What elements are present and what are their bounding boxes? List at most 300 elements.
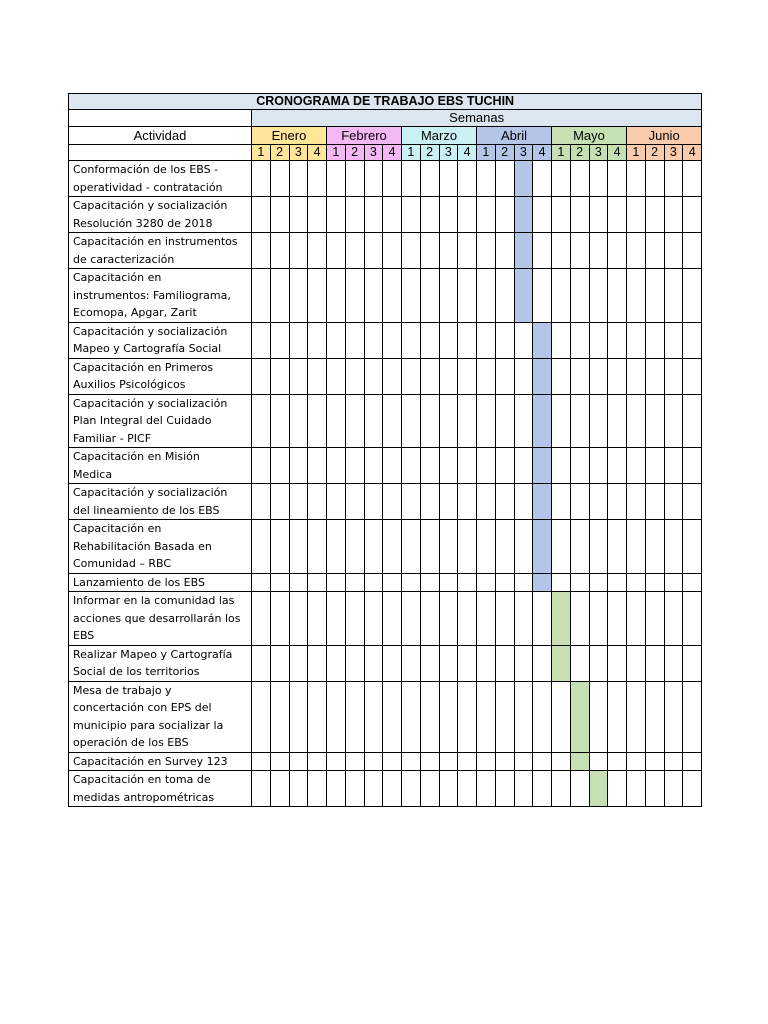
schedule-cell: [589, 520, 608, 574]
schedule-cell: [327, 197, 346, 233]
schedule-cell: [589, 752, 608, 771]
schedule-cell: [364, 520, 383, 574]
schedule-cell: [252, 484, 271, 520]
schedule-cell: [683, 752, 702, 771]
activity-row: [69, 448, 702, 484]
schedule-cell: [608, 645, 627, 681]
schedule-cell: [570, 394, 589, 448]
schedule-cell: [589, 681, 608, 752]
blank-cell: [69, 145, 252, 161]
schedule-cell: [402, 520, 421, 574]
week-number: 2: [645, 145, 664, 161]
schedule-cell: [252, 358, 271, 394]
weeks-header: Semanas: [252, 110, 702, 127]
schedule-cell: [458, 269, 477, 323]
schedule-cell: [308, 573, 327, 592]
activity-label: Capacitación en instrumentos de caracterización: [69, 233, 252, 269]
schedule-cell: [252, 269, 271, 323]
schedule-cell: [458, 752, 477, 771]
schedule-sheet: [68, 93, 702, 807]
schedule-cell: [402, 573, 421, 592]
schedule-cell: [645, 233, 664, 269]
schedule-cell: [458, 484, 477, 520]
schedule-cell: [345, 358, 364, 394]
activity-label: Conformación de los EBS - operatividad - contratación: [69, 161, 252, 197]
schedule-cell: [608, 448, 627, 484]
schedule-cell: [645, 484, 664, 520]
schedule-cell: [439, 520, 458, 574]
schedule-cell: [383, 752, 402, 771]
schedule-cell: [383, 448, 402, 484]
schedule-cell: [664, 197, 683, 233]
schedule-cell: [645, 681, 664, 752]
schedule-cell: [683, 322, 702, 358]
schedule-cell: [477, 358, 496, 394]
schedule-cell: [402, 197, 421, 233]
schedule-cell: [645, 592, 664, 646]
schedule-cell: [683, 197, 702, 233]
schedule-cell: [552, 681, 571, 752]
activity-row: [69, 771, 702, 807]
schedule-cell: [552, 771, 571, 807]
schedule-cell: [645, 520, 664, 574]
schedule-cell: [270, 358, 289, 394]
schedule-cell: [608, 752, 627, 771]
schedule-cell: [664, 520, 683, 574]
schedule-cell: [477, 269, 496, 323]
schedule-cell: [270, 592, 289, 646]
schedule-cell: [383, 233, 402, 269]
activity-row: [69, 645, 702, 681]
schedule-cell: [627, 448, 646, 484]
schedule-cell: [514, 322, 533, 358]
activity-label: Lanzamiento de los EBS: [69, 573, 252, 592]
week-number: 3: [439, 145, 458, 161]
activity-label: Capacitación y socialización Mapeo y Cartografía Social: [69, 322, 252, 358]
schedule-cell: [439, 394, 458, 448]
schedule-cell: [364, 484, 383, 520]
schedule-cell: [477, 771, 496, 807]
schedule-cell: [420, 269, 439, 323]
schedule-cell: [645, 645, 664, 681]
schedule-cell: [627, 645, 646, 681]
month-junio: Junio: [627, 127, 702, 145]
schedule-cell: [570, 448, 589, 484]
schedule-cell: [364, 161, 383, 197]
schedule-cell: [570, 197, 589, 233]
activity-row: [69, 269, 702, 323]
schedule-cell: [308, 233, 327, 269]
schedule-cell: [345, 771, 364, 807]
schedule-cell: [327, 592, 346, 646]
schedule-cell: [627, 322, 646, 358]
schedule-cell: [477, 197, 496, 233]
schedule-bar-cell: [514, 161, 533, 197]
schedule-cell: [458, 161, 477, 197]
schedule-cell: [439, 645, 458, 681]
schedule-cell: [664, 394, 683, 448]
schedule-cell: [364, 448, 383, 484]
schedule-cell: [327, 771, 346, 807]
schedule-cell: [308, 161, 327, 197]
schedule-cell: [683, 645, 702, 681]
schedule-cell: [364, 322, 383, 358]
week-number: 3: [289, 145, 308, 161]
schedule-cell: [420, 233, 439, 269]
schedule-cell: [383, 592, 402, 646]
schedule-cell: [645, 448, 664, 484]
schedule-cell: [683, 771, 702, 807]
schedule-cell: [458, 233, 477, 269]
schedule-cell: [289, 322, 308, 358]
schedule-cell: [552, 448, 571, 484]
week-number: 3: [514, 145, 533, 161]
schedule-cell: [608, 484, 627, 520]
schedule-cell: [420, 394, 439, 448]
activity-label: Capacitación y socialización del lineamiento de los EBS: [69, 484, 252, 520]
schedule-cell: [570, 161, 589, 197]
schedule-cell: [477, 161, 496, 197]
schedule-cell: [252, 592, 271, 646]
week-number: 4: [533, 145, 552, 161]
schedule-cell: [308, 269, 327, 323]
schedule-cell: [308, 322, 327, 358]
activity-row: [69, 681, 702, 752]
schedule-cell: [552, 161, 571, 197]
activity-row: [69, 233, 702, 269]
schedule-cell: [533, 752, 552, 771]
activity-row: [69, 358, 702, 394]
schedule-cell: [439, 197, 458, 233]
schedule-cell: [570, 322, 589, 358]
schedule-bar-cell: [533, 484, 552, 520]
schedule-cell: [327, 448, 346, 484]
schedule-cell: [308, 645, 327, 681]
schedule-cell: [364, 645, 383, 681]
schedule-cell: [308, 394, 327, 448]
schedule-cell: [345, 573, 364, 592]
schedule-cell: [570, 592, 589, 646]
schedule-cell: [589, 645, 608, 681]
schedule-cell: [495, 322, 514, 358]
week-number: 2: [420, 145, 439, 161]
activity-row: [69, 520, 702, 574]
schedule-cell: [402, 448, 421, 484]
schedule-cell: [364, 394, 383, 448]
schedule-cell: [645, 573, 664, 592]
schedule-cell: [608, 269, 627, 323]
schedule-cell: [327, 645, 346, 681]
schedule-cell: [270, 269, 289, 323]
schedule-cell: [589, 233, 608, 269]
schedule-cell: [533, 771, 552, 807]
activity-label: Capacitación en instrumentos: Familiograma, Ecomopa, Apgar, Zarit: [69, 269, 252, 323]
schedule-cell: [420, 322, 439, 358]
schedule-cell: [477, 322, 496, 358]
activity-row: [69, 197, 702, 233]
schedule-cell: [308, 752, 327, 771]
schedule-cell: [439, 592, 458, 646]
schedule-cell: [627, 269, 646, 323]
schedule-cell: [327, 233, 346, 269]
schedule-cell: [683, 269, 702, 323]
schedule-cell: [364, 752, 383, 771]
activity-row: [69, 322, 702, 358]
schedule-cell: [270, 771, 289, 807]
schedule-cell: [495, 645, 514, 681]
schedule-cell: [402, 645, 421, 681]
activity-row: [69, 592, 702, 646]
schedule-cell: [252, 161, 271, 197]
schedule-cell: [327, 573, 346, 592]
schedule-cell: [458, 645, 477, 681]
schedule-cell: [477, 520, 496, 574]
schedule-cell: [458, 394, 477, 448]
week-number: 3: [364, 145, 383, 161]
schedule-cell: [533, 197, 552, 233]
schedule-bar-cell: [570, 752, 589, 771]
schedule-cell: [608, 771, 627, 807]
activity-row: [69, 394, 702, 448]
schedule-cell: [608, 573, 627, 592]
week-number: 2: [345, 145, 364, 161]
schedule-cell: [627, 161, 646, 197]
schedule-cell: [495, 394, 514, 448]
schedule-cell: [402, 322, 421, 358]
schedule-cell: [439, 752, 458, 771]
schedule-cell: [420, 448, 439, 484]
schedule-cell: [327, 484, 346, 520]
schedule-bar-cell: [570, 681, 589, 752]
schedule-cell: [514, 573, 533, 592]
schedule-cell: [477, 645, 496, 681]
week-number: 1: [327, 145, 346, 161]
schedule-cell: [533, 161, 552, 197]
schedule-bar-cell: [533, 322, 552, 358]
schedule-cell: [664, 771, 683, 807]
schedule-cell: [533, 681, 552, 752]
schedule-cell: [514, 752, 533, 771]
schedule-cell: [420, 161, 439, 197]
schedule-cell: [664, 358, 683, 394]
activity-label: Capacitación y socialización Plan Integral del Cuidado Familiar - PICF: [69, 394, 252, 448]
schedule-cell: [252, 752, 271, 771]
schedule-cell: [308, 771, 327, 807]
schedule-cell: [495, 233, 514, 269]
schedule-cell: [645, 197, 664, 233]
month-marzo: Marzo: [402, 127, 477, 145]
schedule-cell: [327, 269, 346, 323]
schedule-cell: [345, 520, 364, 574]
schedule-cell: [270, 484, 289, 520]
schedule-cell: [608, 233, 627, 269]
schedule-cell: [664, 573, 683, 592]
schedule-cell: [289, 645, 308, 681]
schedule-cell: [420, 573, 439, 592]
schedule-cell: [439, 233, 458, 269]
week-number: 3: [664, 145, 683, 161]
month-header-row: [69, 127, 702, 145]
schedule-cell: [514, 394, 533, 448]
schedule-cell: [608, 358, 627, 394]
schedule-cell: [289, 484, 308, 520]
schedule-cell: [289, 681, 308, 752]
schedule-cell: [289, 592, 308, 646]
schedule-cell: [383, 269, 402, 323]
schedule-cell: [552, 520, 571, 574]
schedule-cell: [552, 269, 571, 323]
schedule-cell: [345, 233, 364, 269]
schedule-cell: [477, 394, 496, 448]
activity-header: Actividad: [69, 127, 252, 145]
week-number: 4: [608, 145, 627, 161]
schedule-cell: [289, 752, 308, 771]
schedule-cell: [495, 484, 514, 520]
schedule-cell: [327, 752, 346, 771]
schedule-cell: [402, 161, 421, 197]
schedule-cell: [477, 448, 496, 484]
schedule-cell: [608, 681, 627, 752]
activity-label: Informar en la comunidad las acciones que desarrollarán los EBS: [69, 592, 252, 646]
schedule-cell: [589, 322, 608, 358]
schedule-cell: [552, 752, 571, 771]
schedule-cell: [383, 161, 402, 197]
schedule-cell: [402, 681, 421, 752]
schedule-cell: [420, 484, 439, 520]
schedule-cell: [608, 322, 627, 358]
schedule-cell: [645, 161, 664, 197]
schedule-cell: [627, 771, 646, 807]
schedule-cell: [289, 573, 308, 592]
schedule-cell: [477, 752, 496, 771]
schedule-cell: [308, 520, 327, 574]
schedule-cell: [252, 233, 271, 269]
schedule-cell: [308, 592, 327, 646]
schedule-cell: [495, 448, 514, 484]
schedule-cell: [683, 233, 702, 269]
schedule-cell: [458, 197, 477, 233]
schedule-cell: [289, 394, 308, 448]
schedule-cell: [477, 573, 496, 592]
week-number: 4: [458, 145, 477, 161]
schedule-cell: [308, 197, 327, 233]
schedule-cell: [589, 358, 608, 394]
activity-label: Capacitación en Primeros Auxilios Psicológicos: [69, 358, 252, 394]
schedule-cell: [345, 752, 364, 771]
schedule-cell: [533, 645, 552, 681]
month-mayo: Mayo: [552, 127, 627, 145]
schedule-cell: [477, 592, 496, 646]
schedule-cell: [252, 520, 271, 574]
schedule-bar-cell: [533, 448, 552, 484]
schedule-cell: [645, 269, 664, 323]
schedule-cell: [420, 358, 439, 394]
activity-row: [69, 752, 702, 771]
week-number: 1: [252, 145, 271, 161]
schedule-cell: [533, 592, 552, 646]
week-number: 2: [570, 145, 589, 161]
schedule-cell: [289, 448, 308, 484]
schedule-cell: [514, 484, 533, 520]
schedule-cell: [270, 752, 289, 771]
schedule-cell: [495, 592, 514, 646]
schedule-cell: [627, 681, 646, 752]
schedule-cell: [664, 645, 683, 681]
schedule-cell: [458, 448, 477, 484]
schedule-cell: [439, 269, 458, 323]
schedule-cell: [439, 358, 458, 394]
month-abril: Abril: [477, 127, 552, 145]
schedule-cell: [514, 520, 533, 574]
schedule-cell: [270, 322, 289, 358]
schedule-cell: [589, 592, 608, 646]
title-row: [69, 94, 702, 110]
schedule-bar-cell: [514, 197, 533, 233]
schedule-cell: [402, 233, 421, 269]
schedule-cell: [383, 358, 402, 394]
schedule-cell: [252, 394, 271, 448]
week-number: 2: [495, 145, 514, 161]
blank-cell: [69, 110, 252, 127]
schedule-cell: [364, 269, 383, 323]
schedule-cell: [608, 394, 627, 448]
schedule-cell: [570, 520, 589, 574]
schedule-cell: [683, 573, 702, 592]
schedule-cell: [552, 322, 571, 358]
schedule-cell: [589, 394, 608, 448]
activity-label: Capacitación en Rehabilitación Basada en Comunidad – RBC: [69, 520, 252, 574]
schedule-cell: [402, 771, 421, 807]
schedule-cell: [439, 484, 458, 520]
schedule-cell: [495, 573, 514, 592]
schedule-cell: [458, 520, 477, 574]
schedule-cell: [664, 448, 683, 484]
schedule-cell: [627, 394, 646, 448]
schedule-cell: [533, 233, 552, 269]
schedule-cell: [270, 394, 289, 448]
schedule-cell: [345, 197, 364, 233]
schedule-cell: [402, 269, 421, 323]
schedule-cell: [664, 161, 683, 197]
schedule-cell: [589, 484, 608, 520]
schedule-cell: [495, 197, 514, 233]
schedule-cell: [327, 520, 346, 574]
week-number: 1: [627, 145, 646, 161]
schedule-cell: [664, 681, 683, 752]
schedule-cell: [270, 573, 289, 592]
schedule-cell: [383, 645, 402, 681]
schedule-cell: [589, 161, 608, 197]
schedule-cell: [608, 520, 627, 574]
schedule-cell: [345, 645, 364, 681]
schedule-cell: [327, 681, 346, 752]
activity-row: [69, 161, 702, 197]
schedule-cell: [420, 645, 439, 681]
schedule-cell: [383, 520, 402, 574]
schedule-cell: [383, 771, 402, 807]
schedule-cell: [627, 233, 646, 269]
schedule-cell: [345, 269, 364, 323]
schedule-cell: [514, 681, 533, 752]
schedule-cell: [570, 573, 589, 592]
schedule-cell: [345, 681, 364, 752]
page-title: CRONOGRAMA DE TRABAJO EBS TUCHIN: [69, 94, 702, 110]
schedule-cell: [514, 645, 533, 681]
schedule-bar-cell: [533, 573, 552, 592]
schedule-cell: [439, 771, 458, 807]
schedule-cell: [270, 161, 289, 197]
week-number: 2: [270, 145, 289, 161]
